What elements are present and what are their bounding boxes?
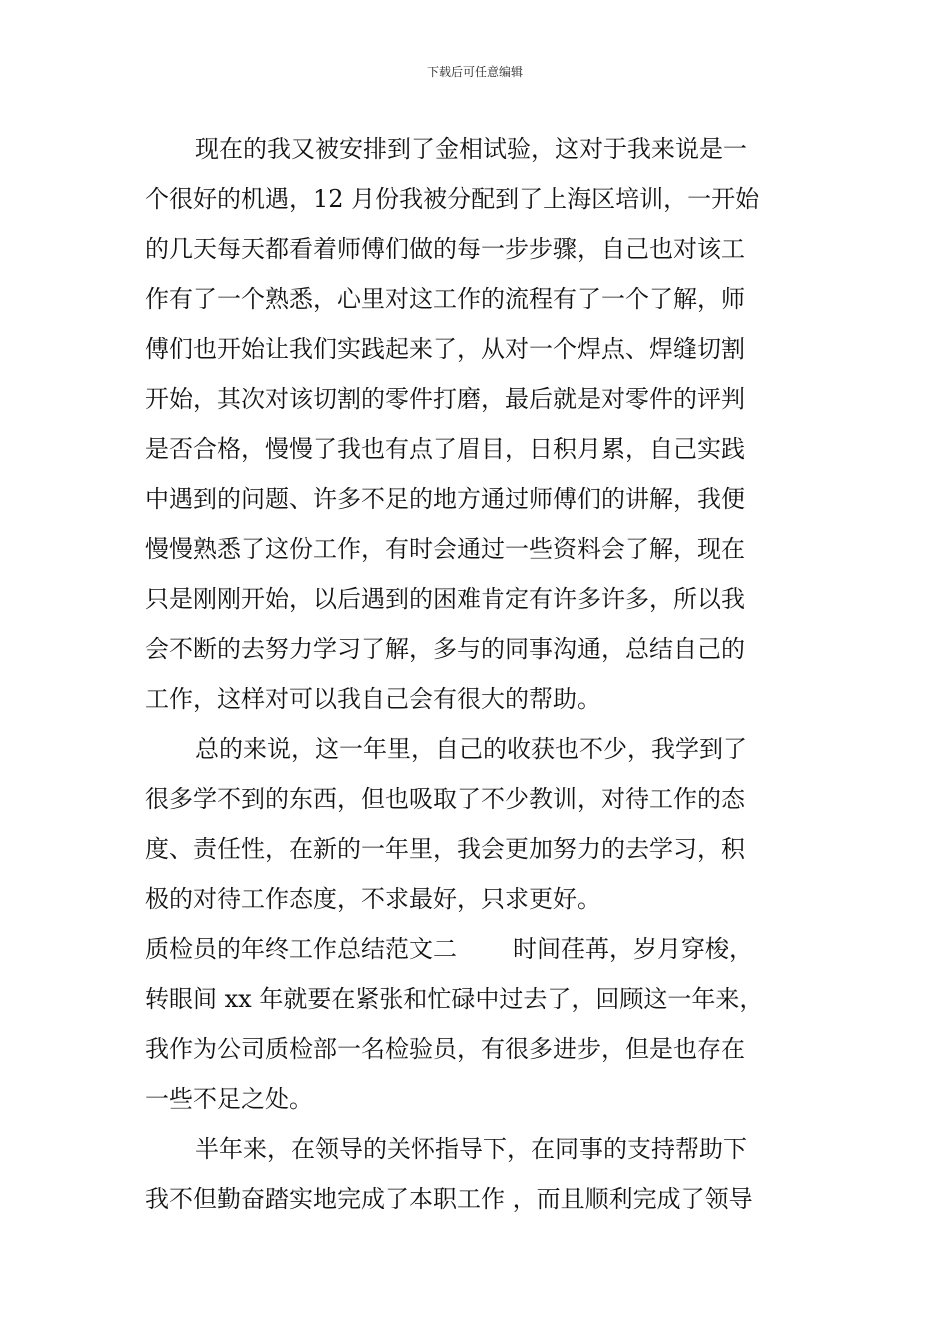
text-line: 总的来说，这一年里，自己的收获也不少，我学到了 bbox=[195, 735, 747, 763]
section-title-line bbox=[145, 924, 809, 974]
text-line: 很多学不到的东西，但也吸取了不少教训，对待工作的态 bbox=[145, 785, 745, 813]
text-line: 工作，这样对可以我自己会有很大的帮助。 bbox=[145, 685, 601, 713]
text-line: 转眼间 xx 年就要在紧张和忙碌中过去了，回顾这一年来， bbox=[145, 985, 764, 1013]
text-line: 只是刚刚开始，以后遇到的困难肯定有许多许多，所以我 bbox=[145, 585, 745, 613]
document-body bbox=[145, 124, 809, 1224]
text-line: 开始，其次对该切割的零件打磨，最后就是对零件的评判 bbox=[145, 385, 745, 413]
text-line: 我作为公司质检部一名检验员，有很多进步，但是也存在 bbox=[145, 1035, 745, 1063]
text-line: 现在的我又被安排到了金相试验，这对于我来说是一 bbox=[195, 135, 747, 163]
text-line: 中遇到的问题、许多不足的地方通过师傅们的讲解，我便 bbox=[145, 485, 745, 513]
text-line: 我不但勤奋踏实地完成了本职工作 ，而且顺利完成了领导 bbox=[145, 1185, 753, 1213]
text-line: 时间荏苒，岁月穿梭， bbox=[513, 935, 753, 963]
text-line: 极的对待工作态度，不求最好，只求更好。 bbox=[145, 885, 601, 913]
text-line: 是否合格，慢慢了我也有点了眉目，日积月累，自己实践 bbox=[145, 435, 745, 463]
text-line: 一些不足之处。 bbox=[145, 1085, 313, 1113]
text-line: 慢慢熟悉了这份工作，有时会通过一些资料会了解，现在 bbox=[145, 535, 745, 563]
text-line: 度、责任性，在新的一年里，我会更加努力的去学习，积 bbox=[145, 835, 745, 863]
text-line: 半年来，在领导的关怀指导下，在同事的支持帮助下 bbox=[195, 1135, 747, 1163]
text-line: 的几天每天都看着师傅们做的每一步步骤，自己也对该工 bbox=[145, 235, 745, 263]
page-header: 下载后可任意编辑 bbox=[426, 65, 523, 79]
text-line: 个很好的机遇，12 月份我被分配到了上海区培训，一开始 bbox=[145, 185, 760, 213]
text-line: 作有了一个熟悉，心里对这工作的流程有了一个了解，师 bbox=[145, 285, 745, 313]
section-title: 质检员的年终工作总结范文二 bbox=[145, 935, 457, 963]
text-line: 会不断的去努力学习了解，多与的同事沟通，总结自己的 bbox=[145, 635, 745, 663]
text-line: 傅们也开始让我们实践起来了，从对一个焊点、焊缝切割 bbox=[145, 335, 745, 363]
